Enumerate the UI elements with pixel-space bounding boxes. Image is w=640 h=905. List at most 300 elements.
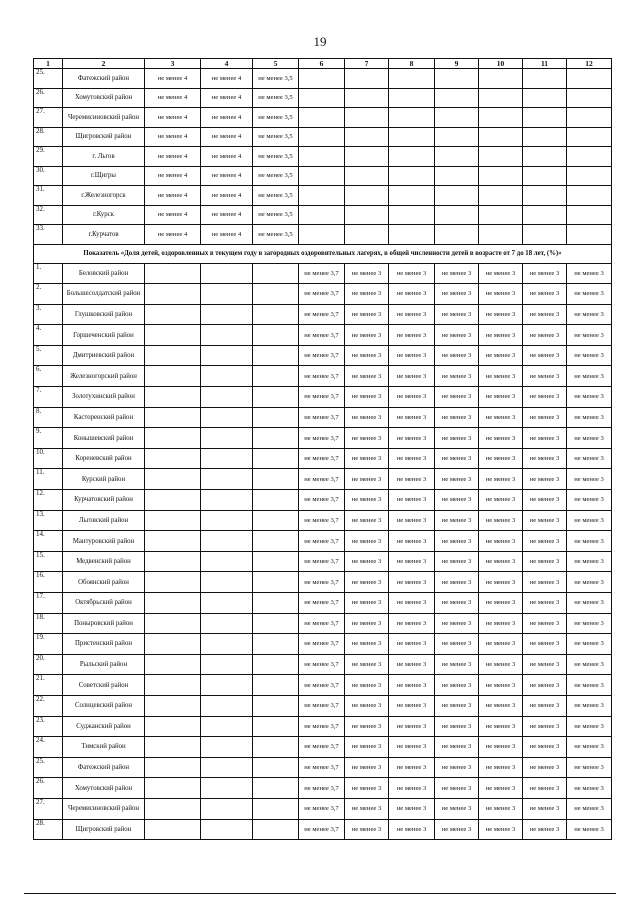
value-cell: не менее 3 bbox=[479, 263, 523, 284]
empty-cell bbox=[567, 147, 612, 167]
value-cell: не менее 3,5 bbox=[253, 147, 299, 167]
value-cell: не менее 3 bbox=[523, 675, 567, 696]
table-row bbox=[34, 147, 612, 167]
value-cell: не менее 3 bbox=[389, 572, 435, 593]
table-row bbox=[34, 366, 612, 387]
district-name: г.Щигры bbox=[63, 166, 145, 186]
value-cell: не менее 4 bbox=[145, 69, 201, 89]
column-number: 2 bbox=[63, 59, 145, 69]
value-cell: не менее 3 bbox=[523, 572, 567, 593]
district-name: Фатежский район bbox=[63, 69, 145, 89]
value-cell: не менее 3,5 bbox=[253, 186, 299, 206]
empty-cell bbox=[201, 675, 253, 696]
empty-cell bbox=[145, 757, 201, 778]
value-cell: не менее 3 bbox=[479, 510, 523, 531]
value-cell: не менее 3 bbox=[567, 469, 612, 490]
row-number: 5. bbox=[34, 345, 63, 366]
value-cell: не менее 3 bbox=[567, 304, 612, 325]
value-cell: не менее 3 bbox=[345, 345, 389, 366]
row-number: 8. bbox=[34, 407, 63, 428]
value-cell: не менее 3 bbox=[389, 304, 435, 325]
empty-cell bbox=[145, 407, 201, 428]
value-cell: не менее 3,5 bbox=[253, 166, 299, 186]
value-cell: не менее 3 bbox=[345, 634, 389, 655]
empty-cell bbox=[201, 531, 253, 552]
empty-cell bbox=[299, 225, 345, 245]
table-row bbox=[34, 186, 612, 206]
row-number: 26. bbox=[34, 778, 63, 799]
value-cell: не менее 3 bbox=[567, 407, 612, 428]
value-cell: не менее 3 bbox=[479, 675, 523, 696]
empty-cell bbox=[479, 166, 523, 186]
value-cell: не менее 3 bbox=[435, 407, 479, 428]
value-cell: не менее 3 bbox=[523, 490, 567, 511]
value-cell: не менее 4 bbox=[145, 186, 201, 206]
value-cell: не менее 4 bbox=[201, 147, 253, 167]
value-cell: не менее 3 bbox=[479, 366, 523, 387]
value-cell: не менее 3 bbox=[345, 716, 389, 737]
value-cell: не менее 3 bbox=[523, 304, 567, 325]
empty-cell bbox=[145, 387, 201, 408]
value-cell: не менее 3 bbox=[389, 819, 435, 840]
value-cell: не менее 3 bbox=[389, 716, 435, 737]
value-cell: не менее 3 bbox=[389, 778, 435, 799]
empty-cell bbox=[567, 205, 612, 225]
value-cell: не менее 3 bbox=[345, 798, 389, 819]
value-cell: не менее 3 bbox=[389, 757, 435, 778]
value-cell: не менее 3 bbox=[567, 263, 612, 284]
district-name: Дмитриевский район bbox=[63, 345, 145, 366]
value-cell: не менее 3 bbox=[523, 634, 567, 655]
value-cell: не менее 4 bbox=[201, 166, 253, 186]
value-cell: не менее 4 bbox=[145, 108, 201, 128]
empty-cell bbox=[253, 613, 299, 634]
value-cell: не менее 3 bbox=[435, 798, 479, 819]
value-cell: не менее 3 bbox=[435, 263, 479, 284]
empty-cell bbox=[389, 225, 435, 245]
empty-cell bbox=[145, 654, 201, 675]
empty-cell bbox=[145, 778, 201, 799]
district-name: Льговский район bbox=[63, 510, 145, 531]
value-cell: не менее 3 bbox=[479, 304, 523, 325]
value-cell: не менее 3 bbox=[523, 263, 567, 284]
empty-cell bbox=[145, 428, 201, 449]
value-cell: не менее 3,5 bbox=[253, 225, 299, 245]
value-cell: не менее 3 bbox=[523, 448, 567, 469]
empty-cell bbox=[145, 798, 201, 819]
value-cell: не менее 3 bbox=[523, 428, 567, 449]
value-cell: не менее 3,5 bbox=[253, 69, 299, 89]
empty-cell bbox=[389, 69, 435, 89]
value-cell: не менее 3,7 bbox=[299, 407, 345, 428]
value-cell: не менее 4 bbox=[201, 69, 253, 89]
table-row bbox=[34, 634, 612, 655]
column-number: 1 bbox=[34, 59, 63, 69]
value-cell: не менее 3,7 bbox=[299, 366, 345, 387]
empty-cell bbox=[253, 634, 299, 655]
value-cell: не менее 3,7 bbox=[299, 387, 345, 408]
value-cell: не менее 3 bbox=[345, 366, 389, 387]
empty-cell bbox=[523, 186, 567, 206]
empty-cell bbox=[253, 469, 299, 490]
empty-cell bbox=[145, 695, 201, 716]
value-cell: не менее 3 bbox=[389, 510, 435, 531]
table-row bbox=[34, 127, 612, 147]
empty-cell bbox=[345, 88, 389, 108]
value-cell: не менее 3,5 bbox=[253, 127, 299, 147]
value-cell: не менее 3 bbox=[389, 593, 435, 614]
value-cell: не менее 3 bbox=[567, 325, 612, 346]
empty-cell bbox=[145, 613, 201, 634]
value-cell: не менее 3,7 bbox=[299, 325, 345, 346]
value-cell: не менее 3,7 bbox=[299, 263, 345, 284]
value-cell: не менее 3 bbox=[567, 778, 612, 799]
value-cell: не менее 3 bbox=[523, 551, 567, 572]
value-cell: не менее 3 bbox=[345, 757, 389, 778]
empty-cell bbox=[201, 613, 253, 634]
empty-cell bbox=[567, 225, 612, 245]
empty-cell bbox=[345, 225, 389, 245]
value-cell: не менее 3 bbox=[345, 737, 389, 758]
value-cell: не менее 3 bbox=[479, 613, 523, 634]
empty-cell bbox=[145, 469, 201, 490]
empty-cell bbox=[145, 675, 201, 696]
table-row bbox=[34, 819, 612, 840]
district-name: Суджанский район bbox=[63, 716, 145, 737]
value-cell: не менее 3 bbox=[435, 634, 479, 655]
table-row bbox=[34, 654, 612, 675]
value-cell: не менее 3,7 bbox=[299, 531, 345, 552]
column-number: 3 bbox=[145, 59, 201, 69]
table-row bbox=[34, 108, 612, 128]
empty-cell bbox=[201, 490, 253, 511]
empty-cell bbox=[523, 127, 567, 147]
empty-cell bbox=[345, 166, 389, 186]
empty-cell bbox=[201, 737, 253, 758]
value-cell: не менее 3 bbox=[345, 593, 389, 614]
empty-cell bbox=[523, 88, 567, 108]
row-number: 10. bbox=[34, 448, 63, 469]
empty-cell bbox=[435, 69, 479, 89]
row-number: 4. bbox=[34, 325, 63, 346]
empty-cell bbox=[201, 428, 253, 449]
empty-cell bbox=[389, 108, 435, 128]
empty-cell bbox=[253, 387, 299, 408]
empty-cell bbox=[253, 551, 299, 572]
value-cell: не менее 4 bbox=[145, 127, 201, 147]
value-cell: не менее 3 bbox=[479, 448, 523, 469]
empty-cell bbox=[201, 263, 253, 284]
value-cell: не менее 3 bbox=[435, 448, 479, 469]
row-number: 9. bbox=[34, 428, 63, 449]
row-number: 29. bbox=[34, 147, 63, 167]
row-number: 19. bbox=[34, 634, 63, 655]
empty-cell bbox=[567, 88, 612, 108]
value-cell: не менее 3 bbox=[389, 263, 435, 284]
empty-cell bbox=[201, 819, 253, 840]
empty-cell bbox=[201, 778, 253, 799]
value-cell: не менее 3 bbox=[345, 304, 389, 325]
column-number: 5 bbox=[253, 59, 299, 69]
indicator-title: Показатель «Доля детей, оздоровленных в текущем году в загородных оздоровительных лагерях, в общей численности детей в возрасте от 7 до 18 лет, (%)» bbox=[34, 244, 612, 263]
column-number: 7 bbox=[345, 59, 389, 69]
row-number: 24. bbox=[34, 737, 63, 758]
value-cell: не менее 3,7 bbox=[299, 304, 345, 325]
value-cell: не менее 4 bbox=[201, 108, 253, 128]
column-number: 8 bbox=[389, 59, 435, 69]
row-number: 22. bbox=[34, 695, 63, 716]
row-number: 27. bbox=[34, 798, 63, 819]
empty-cell bbox=[253, 675, 299, 696]
value-cell: не менее 3,7 bbox=[299, 490, 345, 511]
district-name: г.Курск bbox=[63, 205, 145, 225]
row-number: 12. bbox=[34, 490, 63, 511]
empty-cell bbox=[299, 127, 345, 147]
table-row bbox=[34, 695, 612, 716]
empty-cell bbox=[389, 127, 435, 147]
value-cell: не менее 3 bbox=[435, 345, 479, 366]
value-cell: не менее 3 bbox=[567, 654, 612, 675]
value-cell: не менее 3 bbox=[435, 531, 479, 552]
value-cell: не менее 4 bbox=[201, 205, 253, 225]
value-cell: не менее 3 bbox=[523, 387, 567, 408]
value-cell: не менее 3 bbox=[479, 572, 523, 593]
row-number: 3. bbox=[34, 304, 63, 325]
page-number: 19 bbox=[313, 34, 327, 49]
table-row bbox=[34, 387, 612, 408]
value-cell: не менее 3 bbox=[345, 572, 389, 593]
value-cell: не менее 3 bbox=[345, 325, 389, 346]
district-name: Золотухинский район bbox=[63, 387, 145, 408]
row-number: 23. bbox=[34, 716, 63, 737]
value-cell: не менее 3 bbox=[567, 593, 612, 614]
value-cell: не менее 3 bbox=[345, 387, 389, 408]
value-cell: не менее 3 bbox=[435, 613, 479, 634]
empty-cell bbox=[435, 225, 479, 245]
value-cell: не менее 3 bbox=[435, 325, 479, 346]
empty-cell bbox=[201, 469, 253, 490]
empty-cell bbox=[479, 88, 523, 108]
empty-cell bbox=[523, 166, 567, 186]
value-cell: не менее 3,7 bbox=[299, 695, 345, 716]
value-cell: не менее 4 bbox=[201, 225, 253, 245]
table-row bbox=[34, 407, 612, 428]
value-cell: не менее 3,5 bbox=[253, 205, 299, 225]
empty-cell bbox=[435, 186, 479, 206]
empty-cell bbox=[345, 147, 389, 167]
empty-cell bbox=[253, 345, 299, 366]
table-row bbox=[34, 572, 612, 593]
value-cell: не менее 3,7 bbox=[299, 345, 345, 366]
value-cell: не менее 3 bbox=[479, 407, 523, 428]
empty-cell bbox=[389, 147, 435, 167]
row-number: 33. bbox=[34, 225, 63, 245]
value-cell: не менее 3 bbox=[389, 634, 435, 655]
district-name: Черемисиновский район bbox=[63, 798, 145, 819]
empty-cell bbox=[389, 186, 435, 206]
district-name: Пристенский район bbox=[63, 634, 145, 655]
table-row bbox=[34, 205, 612, 225]
value-cell: не менее 3 bbox=[435, 510, 479, 531]
value-cell: не менее 3,7 bbox=[299, 469, 345, 490]
value-cell: не менее 3 bbox=[567, 345, 612, 366]
value-cell: не менее 3 bbox=[345, 428, 389, 449]
empty-cell bbox=[253, 654, 299, 675]
district-name: Касторенский район bbox=[63, 407, 145, 428]
value-cell: не менее 3 bbox=[567, 510, 612, 531]
value-cell: не менее 3 bbox=[435, 778, 479, 799]
row-number: 17. bbox=[34, 593, 63, 614]
value-cell: не менее 3 bbox=[435, 654, 479, 675]
district-name: Железногорский район bbox=[63, 366, 145, 387]
value-cell: не менее 3 bbox=[523, 757, 567, 778]
table-row bbox=[34, 593, 612, 614]
table-row bbox=[34, 757, 612, 778]
table-row bbox=[34, 675, 612, 696]
district-name: Курчатовский район bbox=[63, 490, 145, 511]
empty-cell bbox=[253, 428, 299, 449]
value-cell: не менее 3 bbox=[567, 634, 612, 655]
value-cell: не менее 3 bbox=[523, 778, 567, 799]
value-cell: не менее 3 bbox=[523, 325, 567, 346]
empty-cell bbox=[201, 304, 253, 325]
empty-cell bbox=[523, 108, 567, 128]
table-row bbox=[34, 304, 612, 325]
value-cell: не менее 3 bbox=[389, 448, 435, 469]
value-cell: не менее 3 bbox=[567, 572, 612, 593]
empty-cell bbox=[145, 490, 201, 511]
value-cell: не менее 3 bbox=[479, 490, 523, 511]
value-cell: не менее 3 bbox=[345, 531, 389, 552]
value-cell: не менее 3 bbox=[479, 284, 523, 305]
district-name: Черемисиновский район bbox=[63, 108, 145, 128]
value-cell: не менее 3,7 bbox=[299, 510, 345, 531]
empty-cell bbox=[145, 551, 201, 572]
value-cell: не менее 3 bbox=[435, 737, 479, 758]
column-number: 11 bbox=[523, 59, 567, 69]
table-row bbox=[34, 448, 612, 469]
row-number: 16. bbox=[34, 572, 63, 593]
value-cell: не менее 4 bbox=[201, 186, 253, 206]
value-cell: не менее 3 bbox=[435, 675, 479, 696]
value-cell: не менее 3 bbox=[567, 798, 612, 819]
value-cell: не менее 3 bbox=[435, 593, 479, 614]
value-cell: не менее 3 bbox=[389, 366, 435, 387]
empty-cell bbox=[479, 69, 523, 89]
value-cell: не менее 3 bbox=[523, 716, 567, 737]
row-number: 31. bbox=[34, 186, 63, 206]
empty-cell bbox=[523, 69, 567, 89]
empty-cell bbox=[201, 593, 253, 614]
empty-cell bbox=[253, 716, 299, 737]
district-name: Хомутовский район bbox=[63, 88, 145, 108]
value-cell: не менее 3 bbox=[523, 654, 567, 675]
district-name: г.Железногорск bbox=[63, 186, 145, 206]
value-cell: не менее 3,7 bbox=[299, 551, 345, 572]
empty-cell bbox=[145, 593, 201, 614]
table-body bbox=[34, 59, 612, 840]
empty-cell bbox=[479, 147, 523, 167]
value-cell: не менее 3 bbox=[435, 716, 479, 737]
value-cell: не менее 3 bbox=[389, 675, 435, 696]
row-number: 26. bbox=[34, 88, 63, 108]
empty-cell bbox=[145, 531, 201, 552]
value-cell: не менее 3 bbox=[479, 387, 523, 408]
empty-cell bbox=[145, 510, 201, 531]
empty-cell bbox=[479, 108, 523, 128]
value-cell: не менее 3,7 bbox=[299, 654, 345, 675]
value-cell: не менее 3 bbox=[435, 469, 479, 490]
value-cell: не менее 3 bbox=[345, 263, 389, 284]
empty-cell bbox=[253, 263, 299, 284]
empty-cell bbox=[145, 304, 201, 325]
empty-cell bbox=[435, 108, 479, 128]
empty-cell bbox=[567, 69, 612, 89]
empty-cell bbox=[253, 531, 299, 552]
value-cell: не менее 3 bbox=[345, 819, 389, 840]
empty-cell bbox=[201, 654, 253, 675]
empty-cell bbox=[201, 325, 253, 346]
value-cell: не менее 3 bbox=[567, 448, 612, 469]
value-cell: не менее 3 bbox=[523, 695, 567, 716]
empty-cell bbox=[389, 88, 435, 108]
value-cell: не менее 3 bbox=[567, 757, 612, 778]
value-cell: не менее 3 bbox=[435, 387, 479, 408]
value-cell: не менее 3 bbox=[523, 531, 567, 552]
value-cell: не менее 3 bbox=[479, 428, 523, 449]
column-number: 10 bbox=[479, 59, 523, 69]
empty-cell bbox=[201, 284, 253, 305]
empty-cell bbox=[145, 345, 201, 366]
value-cell: не менее 3 bbox=[523, 366, 567, 387]
table-row bbox=[34, 263, 612, 284]
value-cell: не менее 3 bbox=[567, 284, 612, 305]
empty-cell bbox=[145, 716, 201, 737]
district-name: Советский район bbox=[63, 675, 145, 696]
value-cell: не менее 3 bbox=[479, 737, 523, 758]
row-number: 28. bbox=[34, 819, 63, 840]
district-name: Глушковский район bbox=[63, 304, 145, 325]
empty-cell bbox=[201, 407, 253, 428]
value-cell: не менее 3 bbox=[479, 716, 523, 737]
empty-cell bbox=[145, 284, 201, 305]
value-cell: не менее 3 bbox=[435, 304, 479, 325]
value-cell: не менее 3 bbox=[345, 448, 389, 469]
district-name: Большесолдатский район bbox=[63, 284, 145, 305]
empty-cell bbox=[299, 186, 345, 206]
value-cell: не менее 3 bbox=[389, 798, 435, 819]
empty-cell bbox=[253, 778, 299, 799]
value-cell: не менее 3 bbox=[567, 428, 612, 449]
empty-cell bbox=[567, 108, 612, 128]
value-cell: не менее 3 bbox=[523, 510, 567, 531]
value-cell: не менее 3 bbox=[479, 469, 523, 490]
empty-cell bbox=[145, 819, 201, 840]
empty-cell bbox=[253, 695, 299, 716]
district-name: Горшеченский район bbox=[63, 325, 145, 346]
empty-cell bbox=[479, 186, 523, 206]
table-row bbox=[34, 469, 612, 490]
table-row bbox=[34, 778, 612, 799]
value-cell: не менее 3 bbox=[345, 469, 389, 490]
row-number: 30. bbox=[34, 166, 63, 186]
empty-cell bbox=[435, 166, 479, 186]
empty-cell bbox=[479, 205, 523, 225]
value-cell: не менее 3 bbox=[389, 345, 435, 366]
empty-cell bbox=[201, 634, 253, 655]
empty-cell bbox=[253, 304, 299, 325]
district-name: Курский район bbox=[63, 469, 145, 490]
